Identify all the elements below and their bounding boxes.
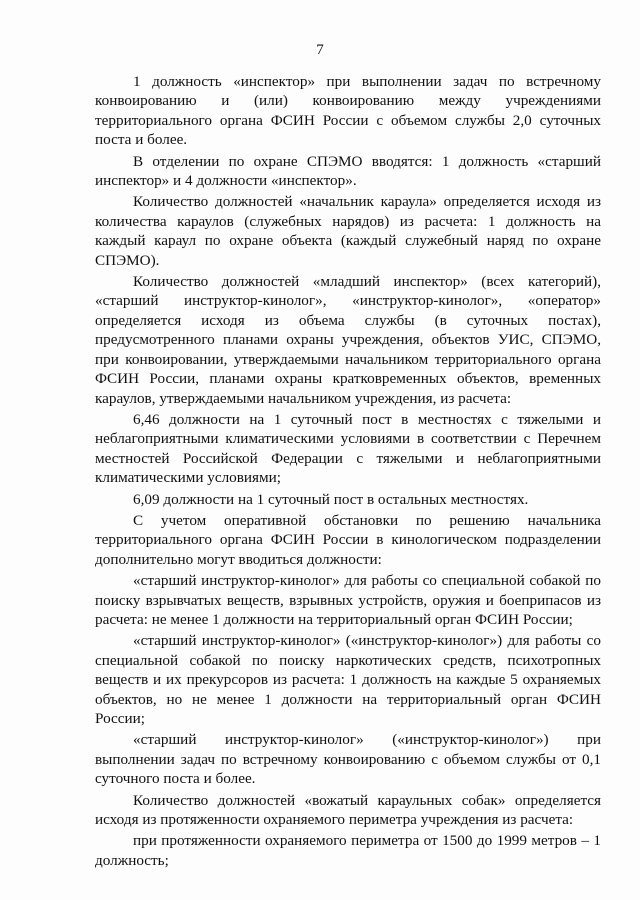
document-body (95, 72, 601, 872)
paragraph: «старший инструктор-кинолог» для работы со специальной собакой по поиску взрывчатых веществ, взрывных устройств, оружия и боеприпасов из расчета: не менее 1 должности на территориальный орган ФСИН России; (95, 572, 601, 628)
page-number: 7 (316, 42, 324, 58)
paragraph: В отделении по охране СПЭМО вводятся: 1 должность «старший инспектор» и 4 должности «инспектор». (95, 152, 601, 190)
paragraph: Количество должностей «младший инспектор» (всех категорий), «старший инструктор-кинолог», «инструктор-кинолог», «оператор» определяется исходя из объема службы (в суточных постах), предусмотренного планами охраны учреждения, объектов УИС, СПЭМО, при конвоировании, утверждаемыми начальником территориального органа ФСИН России, планами охраны кратковременных объектов, временных караулов, утверждаемыми начальником учреждения, из расчета: (95, 273, 601, 407)
paragraph: «старший инструктор-кинолог» («инструктор-кинолог») при выполнении задач по встречному конвоированию с объемом службы от 0,1 суточного поста и более. (95, 731, 601, 788)
paragraph: «старший инструктор-кинолог» («инструктор-кинолог») для работы со специальной собакой по поиску наркотических средств, психотропных веществ и их прекурсоров из расчета: 1 должность на каждые 5 охраняемых объектов, но не менее 1 должности на территориальный орган ФСИН России; (95, 632, 601, 727)
paragraph: 6,09 должности на 1 суточный пост в остальных местностях. (133, 490, 529, 508)
paragraph: Количество должностей «вожатый караульных собак» определяется исходя из протяженности охраняемого периметра учреждения из расчета: (95, 791, 601, 829)
paragraph: 1 должность «инспектор» при выполнении задач по встречному конвоированию и (или) конвоированию между учреждениями территориального органа ФСИН России с объемом службы 2,0 суточных поста и более. (95, 73, 601, 149)
paragraph: при протяженности охраняемого периметра от 1500 до 1999 метров – 1 должность; (95, 832, 601, 869)
paragraph: 6,46 должности на 1 суточный пост в местностях с тяжелыми и неблагоприятными климатическими условиями в соответствии с Перечнем местностей Российской Федерации с тяжелыми и неблагоприятными климатическими условиями; (95, 410, 601, 487)
paragraph: Количество должностей «начальник караула» определяется исходя из количества караулов (служебных нарядов) из расчета: 1 должность на каждый караул по охране объекта (каждый служебный наряд по охране СПЭМО). (95, 193, 601, 269)
paragraph: С учетом оперативной обстановки по решению начальника территориального органа ФСИН России в кинологическом подразделении дополнительно могут вводиться должности: (95, 511, 601, 568)
